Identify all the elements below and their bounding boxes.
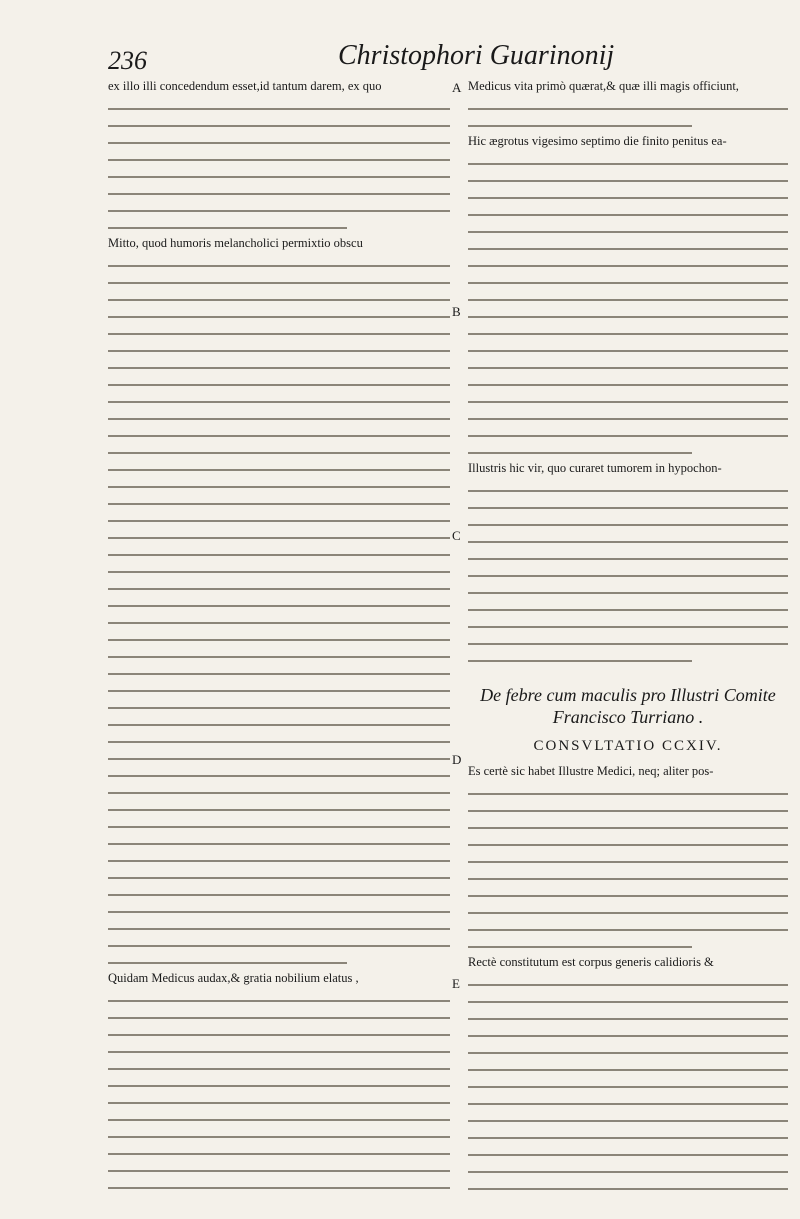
left-paragraph-2	[108, 256, 450, 970]
page-header	[0, 0, 800, 80]
margin-letter-d: D	[452, 752, 462, 767]
right-paragraph-4	[468, 784, 788, 954]
right-text-column	[468, 78, 788, 1199]
margin-letter-c: C	[452, 528, 461, 543]
right-paragraph-5	[468, 975, 788, 1199]
right-fragment-3: Illustris hic vir, quo curaret tumorem in hypochon-	[468, 461, 722, 475]
left-fragment-2: Mitto, quod humoris melancholici permixtio obscu	[108, 236, 363, 250]
right-paragraph-1	[468, 99, 788, 133]
right-paragraph-3	[468, 481, 788, 668]
left-fragment-3: Quidam Medicus audax,& gratia nobilium elatus ,	[108, 971, 359, 985]
right-fragment-2: Hic ægrotus vigesimo septimo die finito penitus ea-	[468, 134, 727, 148]
left-text-column	[108, 78, 450, 1199]
left-first-line: ex illo illi concedendum esset,id tantum darem, ex quo	[108, 79, 382, 93]
right-first-line: Medicus vita primò quærat,& quæ illi magis officiunt,	[468, 79, 739, 93]
consultation-label: CONSVLTATIO CCXIV.	[533, 738, 723, 754]
left-paragraph-3	[108, 991, 450, 1199]
margin-letter-a: A	[452, 80, 462, 95]
page-number: 236	[108, 46, 147, 75]
right-fragment-5: Rectè constitutum est corpus generis calidioris &	[468, 955, 714, 969]
margin-letter-e: E	[452, 976, 460, 991]
consultation-title: De febre cum maculis pro Illustri Comite Francisco Turriano .	[480, 685, 776, 727]
running-title: Christophori Guarinonij	[338, 40, 615, 71]
right-paragraph-2	[468, 154, 788, 460]
left-paragraph-1	[108, 99, 450, 235]
margin-letter-b: B	[452, 304, 461, 319]
right-fragment-4: Es certè sic habet Illustre Medici, neq; aliter pos-	[468, 764, 714, 778]
